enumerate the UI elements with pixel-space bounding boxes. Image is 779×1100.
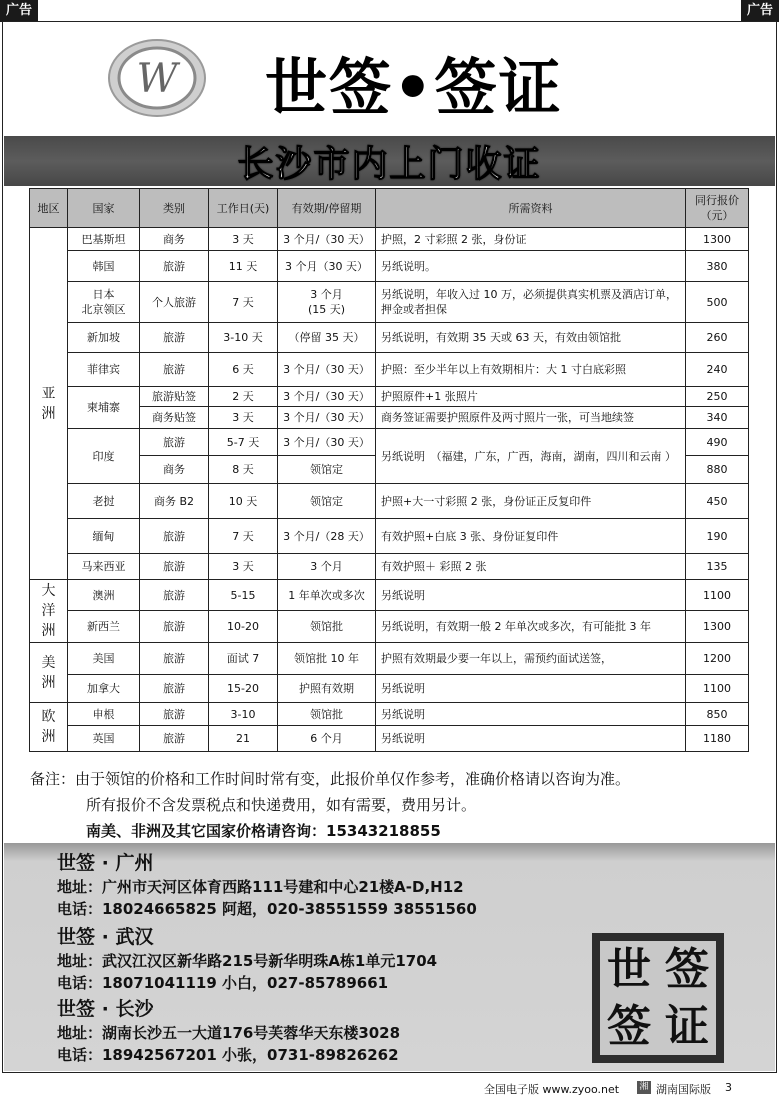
cell-price: 850 bbox=[686, 703, 749, 726]
banner bbox=[4, 136, 775, 186]
cell-country: 印度 bbox=[68, 429, 140, 484]
header-price: 同行报价 （元） bbox=[686, 189, 749, 228]
table-row bbox=[30, 643, 749, 675]
footer-site: 全国电子版 www.zyoo.net bbox=[484, 1083, 620, 1096]
cell-validity: 领馆批 bbox=[278, 703, 376, 726]
cell-category: 商务 bbox=[140, 456, 209, 484]
stamp-char: 世 bbox=[607, 943, 651, 995]
footer-edition: 湖南国际版 bbox=[656, 1083, 711, 1096]
cell-country: 韩国 bbox=[68, 251, 140, 282]
cell-validity: 6 个月 bbox=[278, 726, 376, 752]
cell-country: 巴基斯坦 bbox=[68, 228, 140, 251]
cell-materials: 有效护照＋ 彩照 2 张 bbox=[376, 554, 686, 580]
cell-materials: 护照：至少半年以上有效期相片：大 1 寸白底彩照 bbox=[376, 353, 686, 387]
cell-materials: 另纸说明 （福建，广东，广西，海南，湖南，四川和云南 ） bbox=[376, 429, 686, 484]
cell-materials: 另纸说明 bbox=[376, 726, 686, 752]
cell-category: 旅游 bbox=[140, 611, 209, 643]
table-row bbox=[30, 323, 749, 353]
region-asia: 亚洲 bbox=[30, 228, 68, 580]
stamp-char: 签 bbox=[607, 1000, 651, 1052]
cell-days: 3 天 bbox=[209, 554, 278, 580]
office-address: 地址：广州市天河区体育西路111号建和中心21楼A-D,H12 bbox=[57, 878, 464, 896]
cell-category: 旅游 bbox=[140, 323, 209, 353]
cell-price: 450 bbox=[686, 484, 749, 519]
cell-price: 240 bbox=[686, 353, 749, 387]
cell-materials: 护照有效期最少要一年以上，需预约面试送签， bbox=[376, 643, 686, 675]
cell-days: 15-20 bbox=[209, 675, 278, 703]
cell-category: 旅游 bbox=[140, 519, 209, 554]
cell-validity: 护照有效期 bbox=[278, 675, 376, 703]
cell-category: 商务贴签 bbox=[140, 407, 209, 429]
cell-country: 英国 bbox=[68, 726, 140, 752]
cell-days: 8 天 bbox=[209, 456, 278, 484]
page-number: 3 bbox=[725, 1081, 732, 1094]
cell-validity: 领馆批 bbox=[278, 611, 376, 643]
cell-validity: 3 个月/（30 天） bbox=[278, 228, 376, 251]
cell-days: 2 天 bbox=[209, 387, 278, 407]
cell-materials: 另纸说明。 bbox=[376, 251, 686, 282]
cell-country: 日本 北京领区 bbox=[68, 282, 140, 323]
cell-category: 旅游 bbox=[140, 251, 209, 282]
ad-label-left: 广告 bbox=[0, 0, 38, 22]
cell-country: 菲律宾 bbox=[68, 353, 140, 387]
table-row bbox=[30, 387, 749, 407]
cell-materials: 另纸说明 bbox=[376, 580, 686, 611]
cell-validity: 3 个月/（30 天） bbox=[278, 353, 376, 387]
cell-country: 缅甸 bbox=[68, 519, 140, 554]
cell-materials: 另纸说明 bbox=[376, 675, 686, 703]
cell-country: 柬埔寨 bbox=[68, 387, 140, 429]
header-validity: 有效期/停留期 bbox=[278, 189, 376, 228]
header-materials: 所需资料 bbox=[376, 189, 686, 228]
cell-price: 260 bbox=[686, 323, 749, 353]
table-row bbox=[30, 282, 749, 323]
office-name: 世签 · 武汉 bbox=[57, 926, 154, 948]
region-america: 美洲 bbox=[30, 643, 68, 703]
cell-days: 7 天 bbox=[209, 519, 278, 554]
logo-letter: W bbox=[136, 56, 178, 102]
cell-price: 135 bbox=[686, 554, 749, 580]
cell-days: 3-10 天 bbox=[209, 323, 278, 353]
office-phone: 电话：18024665825 阿超，020-38551559 38551560 bbox=[57, 900, 477, 918]
cell-materials: 护照，2 寸彩照 2 张，身份证 bbox=[376, 228, 686, 251]
cell-validity: 领馆批 10 年 bbox=[278, 643, 376, 675]
cell-validity: 3 个月/（30 天） bbox=[278, 407, 376, 429]
office-address: 地址：湖南长沙五一大道176号芙蓉华天东楼3028 bbox=[57, 1024, 401, 1042]
header-workdays: 工作日(天) bbox=[209, 189, 278, 228]
cell-category: 旅游贴签 bbox=[140, 387, 209, 407]
brand-logo-icon bbox=[107, 38, 207, 118]
cell-validity: 领馆定 bbox=[278, 484, 376, 519]
cell-country: 新西兰 bbox=[68, 611, 140, 643]
header-region: 地区 bbox=[30, 189, 68, 228]
cell-materials: 护照原件+1 张照片 bbox=[376, 387, 686, 407]
cell-days: 5-7 天 bbox=[209, 429, 278, 456]
cell-validity: 3 个月 bbox=[278, 554, 376, 580]
cell-days: 7 天 bbox=[209, 282, 278, 323]
cell-validity: 1 年单次或多次 bbox=[278, 580, 376, 611]
region-europe: 欧洲 bbox=[30, 703, 68, 752]
cell-days: 10-20 bbox=[209, 611, 278, 643]
header-category: 类别 bbox=[140, 189, 209, 228]
office-name: 世签 · 广州 bbox=[57, 852, 154, 874]
cell-validity: 3 个月/（28 天） bbox=[278, 519, 376, 554]
table-row bbox=[30, 580, 749, 611]
office-phone: 电话：18942567201 小张，0731-89826262 bbox=[57, 1046, 399, 1064]
note-line-3: 南美、非洲及其它国家价格请咨询：15343218855 bbox=[86, 822, 441, 840]
cell-country: 加拿大 bbox=[68, 675, 140, 703]
cell-category: 旅游 bbox=[140, 643, 209, 675]
brand-stamp bbox=[592, 933, 724, 1063]
cell-validity: 3 个月/（30 天） bbox=[278, 429, 376, 456]
office-name: 世签 · 长沙 bbox=[57, 998, 154, 1020]
note-line-1: 备注：由于领馆的价格和工作时间时常有变，此报价单仅作参考，准确价格请以咨询为准。 bbox=[30, 770, 631, 788]
cell-price: 1180 bbox=[686, 726, 749, 752]
table-row bbox=[30, 429, 749, 456]
table-row bbox=[30, 519, 749, 554]
cell-price: 1300 bbox=[686, 228, 749, 251]
cell-category: 商务 B2 bbox=[140, 484, 209, 519]
banner-title: 长沙市内上门收证 bbox=[237, 143, 542, 185]
stamp-char: 证 bbox=[665, 1000, 709, 1052]
ad-label-right: 广告 bbox=[741, 0, 779, 22]
cell-days: 5-15 bbox=[209, 580, 278, 611]
table-row bbox=[30, 675, 749, 703]
cell-materials: 另纸说明，有效期一般 2 年单次或多次，有可能批 3 年 bbox=[376, 611, 686, 643]
table-row bbox=[30, 484, 749, 519]
cell-category: 商务 bbox=[140, 228, 209, 251]
brand-title: 世签•签证 bbox=[265, 51, 563, 124]
office-changsha bbox=[57, 996, 400, 1066]
cell-price: 490 bbox=[686, 429, 749, 456]
office-address: 地址：武汉江汉区新华路215号新华明珠A栋1单元1704 bbox=[57, 952, 438, 970]
table-row bbox=[30, 228, 749, 251]
cell-days: 3 天 bbox=[209, 228, 278, 251]
cell-validity: （停留 35 天） bbox=[278, 323, 376, 353]
table-row bbox=[30, 703, 749, 726]
office-guangzhou bbox=[57, 850, 477, 920]
cell-materials: 有效护照+白底 3 张、身份证复印件 bbox=[376, 519, 686, 554]
cell-country: 美国 bbox=[68, 643, 140, 675]
cell-country: 老挝 bbox=[68, 484, 140, 519]
cell-validity: 3 个月（30 天） bbox=[278, 251, 376, 282]
price-table bbox=[29, 188, 749, 752]
cell-validity: 3 个月 (15 天) bbox=[278, 282, 376, 323]
table-row bbox=[30, 726, 749, 752]
table-row bbox=[30, 251, 749, 282]
cell-category: 旅游 bbox=[140, 580, 209, 611]
cell-days: 3-10 bbox=[209, 703, 278, 726]
cell-materials: 另纸说明，年收入过 10 万，必须提供真实机票及酒店订单， 押金或者担保 bbox=[376, 282, 686, 323]
cell-country: 澳洲 bbox=[68, 580, 140, 611]
notes bbox=[30, 766, 770, 844]
cell-country: 马来西亚 bbox=[68, 554, 140, 580]
cell-days: 10 天 bbox=[209, 484, 278, 519]
edition-mark-icon: 湘 bbox=[637, 1081, 651, 1094]
cell-country: 新加坡 bbox=[68, 323, 140, 353]
cell-validity: 3 个月/（30 天） bbox=[278, 387, 376, 407]
cell-price: 500 bbox=[686, 282, 749, 323]
table-header-row bbox=[30, 189, 749, 228]
cell-price: 190 bbox=[686, 519, 749, 554]
cell-materials: 护照+大一寸彩照 2 张，身份证正反复印件 bbox=[376, 484, 686, 519]
cell-days: 11 天 bbox=[209, 251, 278, 282]
cell-days: 6 天 bbox=[209, 353, 278, 387]
table-row bbox=[30, 611, 749, 643]
cell-price: 250 bbox=[686, 387, 749, 407]
region-oceania: 大洋洲 bbox=[30, 580, 68, 643]
cell-category: 个人旅游 bbox=[140, 282, 209, 323]
cell-price: 1100 bbox=[686, 580, 749, 611]
cell-category: 旅游 bbox=[140, 429, 209, 456]
table-row bbox=[30, 353, 749, 387]
cell-category: 旅游 bbox=[140, 703, 209, 726]
stamp-char: 签 bbox=[665, 943, 709, 995]
cell-category: 旅游 bbox=[140, 554, 209, 580]
cell-materials: 商务签证需要护照原件及两寸照片一张，可当地续签 bbox=[376, 407, 686, 429]
cell-category: 旅游 bbox=[140, 353, 209, 387]
cell-price: 340 bbox=[686, 407, 749, 429]
cell-materials: 另纸说明 bbox=[376, 703, 686, 726]
footer bbox=[0, 1078, 779, 1098]
office-phone: 电话：18071041119 小白，027-85789661 bbox=[57, 974, 389, 992]
cell-category: 旅游 bbox=[140, 726, 209, 752]
cell-validity: 领馆定 bbox=[278, 456, 376, 484]
table-row bbox=[30, 554, 749, 580]
cell-days: 3 天 bbox=[209, 407, 278, 429]
cell-price: 880 bbox=[686, 456, 749, 484]
note-line-2: 所有报价不含发票税点和快递费用，如有需要，费用另计。 bbox=[86, 796, 477, 814]
header-country: 国家 bbox=[68, 189, 140, 228]
cell-price: 1300 bbox=[686, 611, 749, 643]
cell-category: 旅游 bbox=[140, 675, 209, 703]
cell-materials: 另纸说明，有效期 35 天或 63 天，有效由领馆批 bbox=[376, 323, 686, 353]
cell-price: 380 bbox=[686, 251, 749, 282]
cell-price: 1200 bbox=[686, 643, 749, 675]
cell-country: 申根 bbox=[68, 703, 140, 726]
cell-price: 1100 bbox=[686, 675, 749, 703]
cell-days: 21 bbox=[209, 726, 278, 752]
office-wuhan bbox=[57, 924, 437, 994]
cell-days: 面试 7 bbox=[209, 643, 278, 675]
